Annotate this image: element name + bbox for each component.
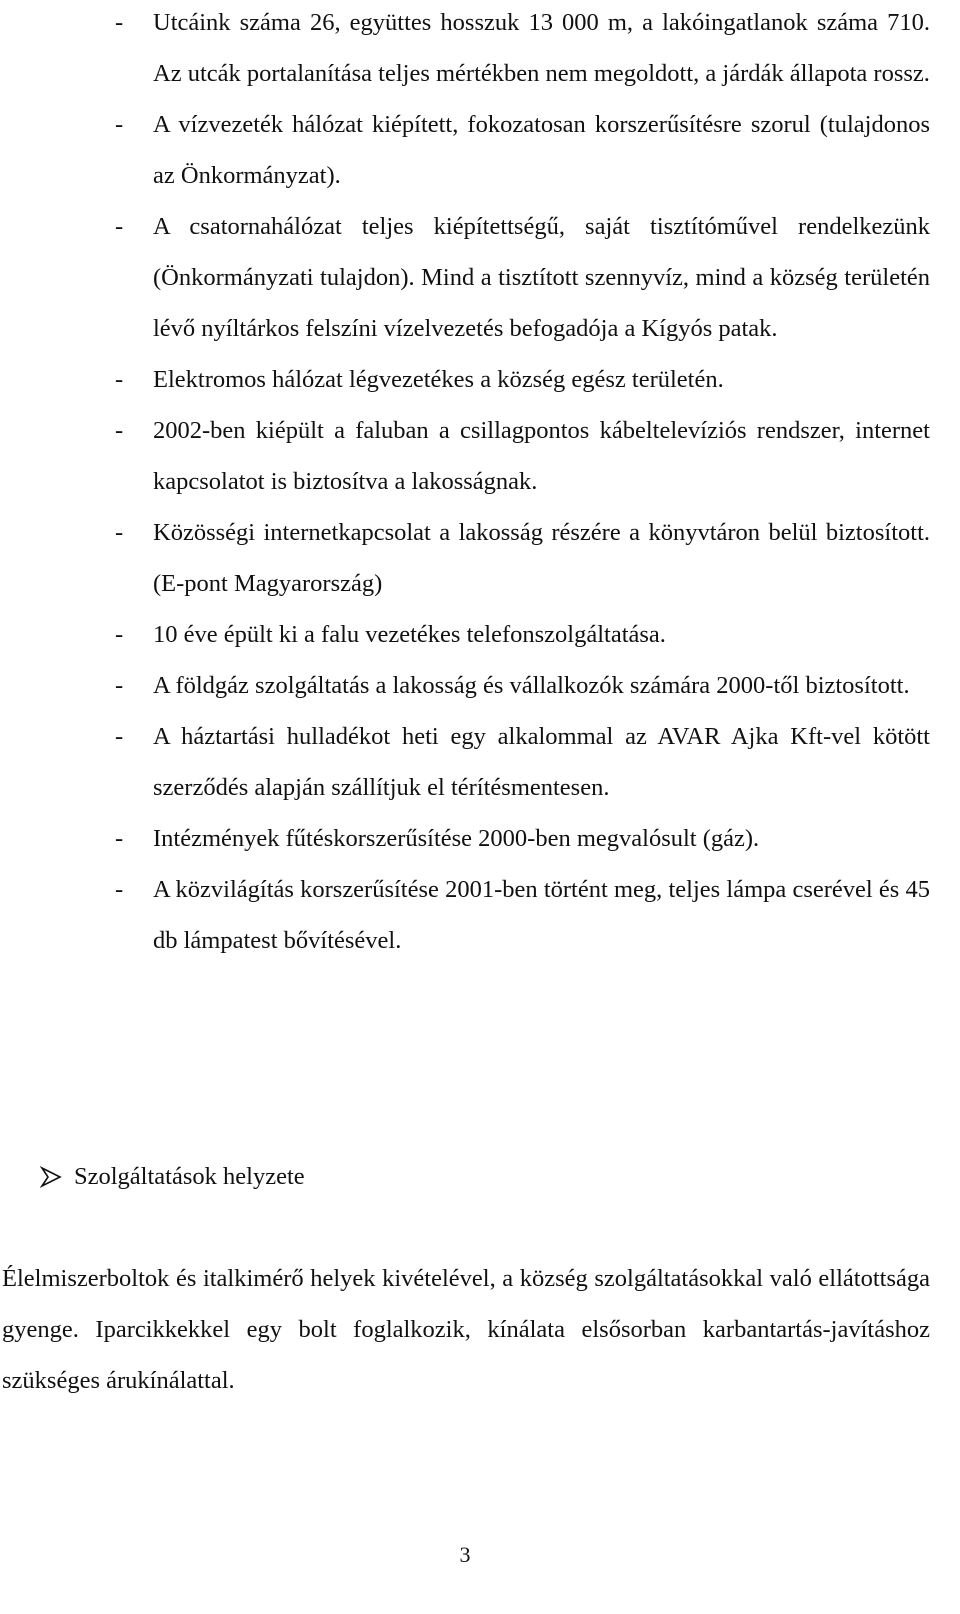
list-item-text: Intézmények fűtéskorszerűsítése 2000-ben megvalósult (gáz). [153,825,760,852]
list-item-text: A vízvezeték hálózat kiépített, fokozatosan korszerűsítésre szorul (tulajdonos az Önkormányzat). [153,111,930,189]
dash-marker: - [115,876,124,903]
page-number: 3 [459,1542,471,1567]
list-item-text: 2002-ben kiépült a faluban a csillagpontos kábeltelevíziós rendszer, internet kapcsolatot is biztosítva a lakosságnak. [153,417,930,495]
services-paragraph: Élelmiszerboltok és italkimérő helyek kivételével, a község szolgáltatásokkal való ellátottsága gyenge. Iparcikkekkel egy bolt foglalkozik, kínálata elsősorban karbantartás-javításhoz szükséges árukínálattal. [2,1265,930,1394]
list-item [0,660,930,711]
arrowhead-bullet-icon [40,1166,62,1188]
list-item-text: Közösségi internetkapcsolat a lakosság részére a könyvtáron belül biztosított. (E-pont Magyarország) [153,519,930,597]
list-item [0,201,930,354]
list-item-text: A háztartási hulladékot heti egy alkalommal az AVAR Ajka Kft-vel kötött szerződés alapján szállítjuk el térítésmentesen. [153,723,930,801]
dash-marker: - [115,366,124,393]
list-item [0,813,930,864]
section-heading [40,1153,305,1201]
list-item [0,405,930,507]
dash-marker: - [115,723,124,750]
list-item [0,99,930,201]
list-item [0,711,930,813]
dash-marker: - [115,213,124,240]
list-item [0,0,930,99]
list-item-text: Elektromos hálózat légvezetékes a község egész területén. [153,366,724,393]
list-item-text: Utcáink száma 26, együttes hosszuk 13 000 m, a lakóingatlanok száma 710. Az utcák portalanítása teljes mértékben nem megoldott, a járdák állapota rossz. [153,9,930,87]
list-item-text: A csatornahálózat teljes kiépítettségű, saját tisztítóművel rendelkezünk (Önkormányzati tulajdon). Mind a tisztított szennyvíz, mind a község területén lévő nyíltárkos felszíni vízelvezetés befogadója a Kígyós patak. [153,213,930,342]
dash-marker: - [115,672,124,699]
dash-marker: - [115,417,124,444]
dash-marker: - [115,9,124,36]
list-item-text: A közvilágítás korszerűsítése 2001-ben történt meg, teljes lámpa cserével és 45 db lámpatest bővítésével. [153,876,930,954]
dash-marker: - [115,825,124,852]
dash-marker: - [115,111,124,138]
dash-marker: - [115,519,124,546]
list-item [0,609,930,660]
list-item [0,864,930,966]
list-item [0,354,930,405]
list-item-text: 10 éve épült ki a falu vezetékes telefonszolgáltatása. [153,621,666,648]
list-item-text: A földgáz szolgáltatás a lakosság és vállalkozók számára 2000-től biztosított. [153,672,910,699]
list-item [0,507,930,609]
dash-marker: - [115,621,124,648]
section-heading-text: Szolgáltatások helyzete [74,1163,305,1190]
